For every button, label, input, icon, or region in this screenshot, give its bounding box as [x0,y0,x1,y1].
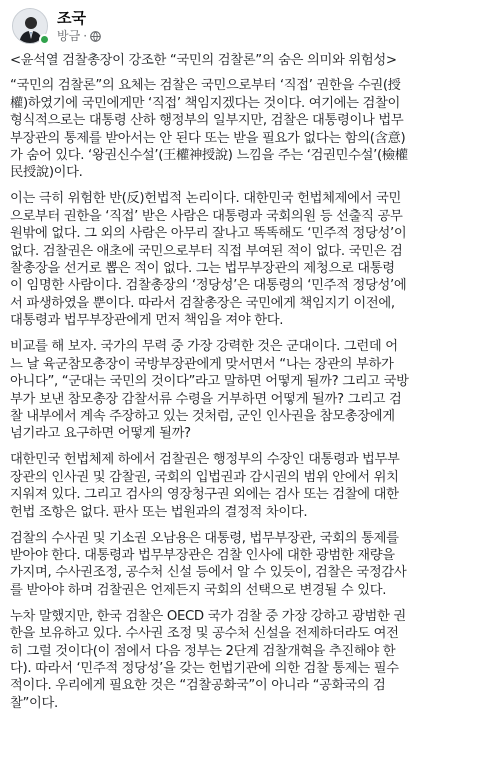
post-content [10,52,498,721]
author-name[interactable]: 조국 [57,8,86,27]
separator-dot: · [83,28,88,43]
globe-icon[interactable] [90,30,101,41]
post-paragraph: “국민의 검찰론”의 요체는 검찰은 국민으로부터 ‘직접’ 권한을 수권(授 權)하였기에 국민에게만 ‘직접’ 책임지겠다는 것이다. 여기에는 검찰이 형식적으로는 대통령 산하 행정부의 일부지만, 검찰은 대통령이나 법무 부장관의 통제를 받아서는 안 된다 또는 받을 필요가 없다는 함의(含意) 가 숨어 있다. ‘왕권신수설’(王權神授說) 느낌을 주는 ‘검권민수설’(檢權 民授說)이다. [10,78,408,181]
post-time[interactable]: 방금 [57,28,81,43]
post-paragraph: 누차 말했지만, 한국 검찰은 OECD 국가 검찰 중 가장 강하고 광범한 권 한을 보유하고 있다. 수사권 조정 및 공수처 신설을 전제하더라도 여전 히 그럴 것이다(이 점에서 다음 정부는 2단계 검찰개혁을 추진해야 한 다). 따라서 ‘민주적 정당성’을 갖는 헌법기관에 의한 검찰 통제는 필수 적이다. 우리에게 필요한 것은 “검찰공화국”이 아니라 “공화국의 검 찰”이다. [10,608,406,711]
online-status-dot [39,34,50,45]
post-paragraph: 비교를 해 보자. 국가의 무력 중 가장 강력한 것은 군대이다. 그런데 어 느 날 육군참모총장이 국방부장관에게 맞서면서 “나는 장관의 부하가 아니다”, “군대는 국민의 것이다”라고 말하면 어떻게 될까? 그리고 국방 부가 보낸 참모총장 감찰서류 수령을 거부하면 어떻게 될까? 그리고 검 찰 내부에서 계속 주장하고 있는 것처럼, 군인 인사권을 참모총장에게 넘기라고 요구하면 어떻게 될까? [10,339,409,442]
post-paragraph: 대한민국 헌법체제 하에서 검찰권은 행정부의 수장인 대통령과 법무부 장관의 인사권 및 감찰권, 국회의 입법권과 감시권의 범위 안에서 위치 지워져 있다. 그리고 검사의 영장청구권 외에는 검사 또는 검찰에 대한 헌법 조항은 없다. 판사 또는 법원과의 결정적 차이다. [10,452,400,520]
post-meta [57,9,101,44]
post-paragraph: 이는 극히 위험한 반(反)헌법적 논리이다. 대한민국 헌법체제에서 국민 으로부터 권한을 ‘직접’ 받은 사람은 대통령과 국회의원 등 선출직 공무 원밖에 없다. 그 외의 사람은 아무리 잘나고 똑똑해도 ‘민주적 정당성’이 없다. 검찰권은 애초에 국민으로부터 직접 부여된 적이 없다. 국민은 검 찰총장을 선거로 뽑은 적이 없다. 그는 법무부장관의 제청으로 대통령 이 임명한 사람이다. 검찰총장의 ‘정당성’은 대통령의 ‘민주적 정당성’에 서 파생하였을 뿐이다. 따라서 검찰총장은 국민에게 책임지기 이전에, 대통령과 법무부장관에게 먼저 책임을 져야 한다. [10,191,407,329]
post-subline [57,28,101,44]
post-paragraph: 검찰의 수사권 및 기소권 오남용은 대통령, 법무부장관, 국회의 통제를 받아야 한다. 대통령과 법무부장관은 검찰 인사에 대한 광범한 재량을 가지며, 수사권조정, 공수처 신설 등에서 알 수 있듯이, 검찰은 국정감사 를 받아야 하며 검찰권은 언제든지 국회의 선택으로 변경될 수 있다. [10,530,407,598]
post-header [12,6,101,46]
post-title-paragraph: <윤석열 검찰총장이 강조한 “국민의 검찰론”의 숨은 의미와 위험성> [10,53,397,68]
